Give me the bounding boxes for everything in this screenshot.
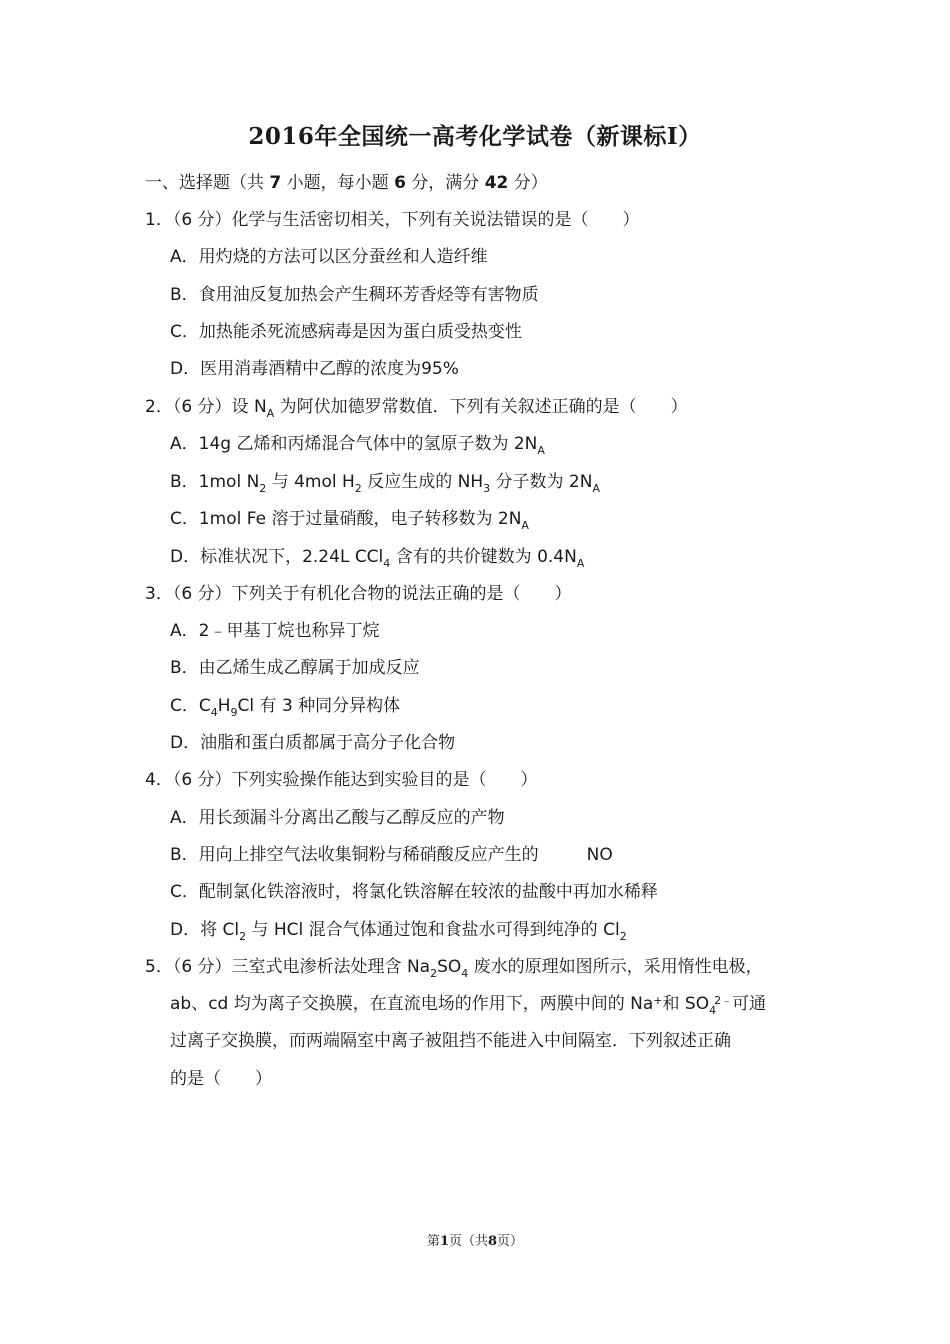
question-4-stem: 4．（6 分）下列实验操作能达到实验目的是（ ） bbox=[145, 770, 538, 790]
page-footer: 第1页（共8页） bbox=[426, 1234, 524, 1249]
question-3-option-a: A．2﹣甲基丁烷也称异丁烷 bbox=[170, 621, 380, 641]
question-1-option-c: C．加热能杀死流感病毒是因为蛋白质受热变性 bbox=[170, 322, 522, 342]
question-5-stem-line-3: 过离子交换膜，而两端隔室中离子被阻挡不能进入中间隔室．下列叙述正确 bbox=[170, 1031, 731, 1051]
question-3-stem: 3．（6 分）下列关于有机化合物的说法正确的是（ ） bbox=[145, 584, 572, 604]
question-3-option-c: C．$C_4H_9Cl$ 有 3 种同分异构体 bbox=[170, 696, 401, 719]
page-title: 2016年全国统一高考化学试卷（新课标Ⅰ） bbox=[248, 123, 702, 150]
question-4-option-a: A．用长颈漏斗分离出乙酸与乙醇反应的产物 bbox=[170, 808, 505, 828]
question-2-option-c: C．1mol Fe 溶于过量硝酸，电子转移数为 $2N_A$ bbox=[170, 509, 529, 532]
question-1-option-a: A．用灼烧的方法可以区分蚕丝和人造纤维 bbox=[170, 247, 488, 267]
question-5-stem-line-4: 的是（ ） bbox=[170, 1069, 272, 1089]
question-2-option-a: A．14g 乙烯和丙烯混合气体中的氢原子数为 $2N_A$ bbox=[170, 434, 545, 457]
question-4-option-d: D．将 $Cl_2$ 与 HCl 混合气体通过饱和食盐水可得到纯净的 $Cl_2$ bbox=[170, 920, 627, 943]
question-5-stem-line-1: 5．（6 分）三室式电渗析法处理含 $Na_2SO_4$ 废水的原理如图所示，采用惰性电极， bbox=[145, 957, 763, 980]
question-1-option-b: B．食用油反复加热会产生稠环芳香烃等有害物质 bbox=[170, 285, 539, 305]
question-4-option-b: B．用向上排空气法收集铜粉与稀硝酸反应产生的 NO bbox=[170, 845, 613, 865]
question-3-option-d: D．油脂和蛋白质都属于高分子化合物 bbox=[170, 733, 456, 753]
question-2-option-b: B．1mol $N_2$ 与 4mol $H_2$ 反应生成的 $NH_3$ 分子数为 $2N_A$ bbox=[170, 472, 600, 495]
question-5-stem-line-2: ab、cd 均为离子交换膜，在直流电场的作用下，两膜中间的 Na+和 $SO_4^{2﹣}$可通 bbox=[170, 994, 767, 1017]
question-1-option-d: D．医用消毒酒精中乙醇的浓度为95% bbox=[170, 359, 459, 379]
question-2-option-d: D．标准状况下，2.24L CCl$_4$ 含有的共价键数为 $0.4N_A$ bbox=[170, 547, 585, 570]
question-4-option-c: C．配制氯化铁溶液时，将氯化铁溶解在较浓的盐酸中再加水稀释 bbox=[170, 882, 658, 902]
question-1-stem: 1．（6 分）化学与生活密切相关，下列有关说法错误的是（ ） bbox=[145, 210, 640, 230]
question-2-stem: 2．（6 分）设 $N_A$ 为阿伏加德罗常数值．下列有关叙述正确的是（ ） bbox=[145, 397, 688, 420]
question-3-option-b: B．由乙烯生成乙醇属于加成反应 bbox=[170, 658, 420, 678]
section-heading: 一、选择题（共 7 小题，每小题 6 分，满分 42 分） bbox=[145, 173, 548, 193]
